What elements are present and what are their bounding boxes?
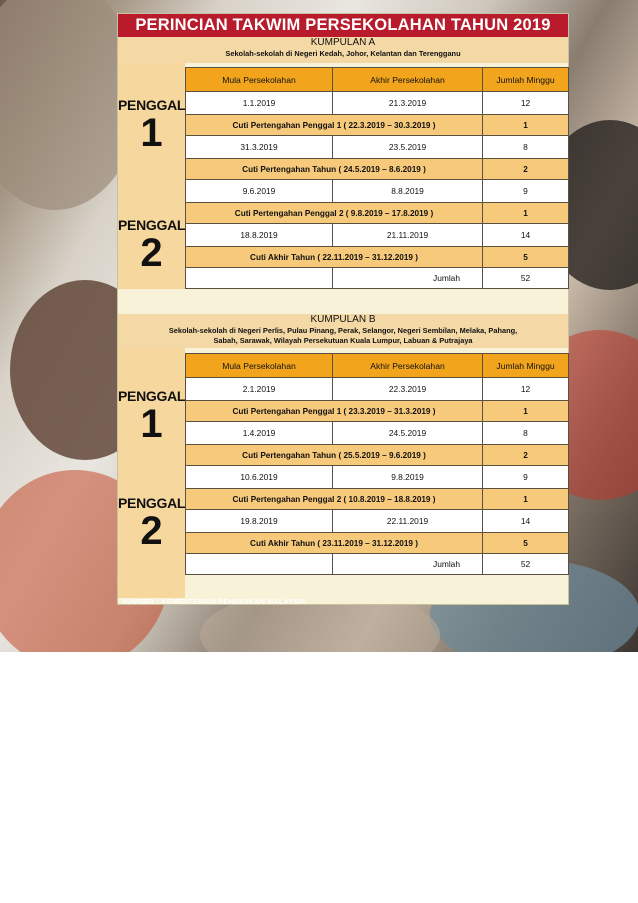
group-b-term-1-label: PENGGAL 1 xyxy=(118,388,186,446)
table-row: 9.6.2019 8.8.2019 9 xyxy=(186,180,569,203)
group-b-header xyxy=(118,314,568,348)
holiday-row: Cuti Akhir Tahun ( 22.11.2019 – 31.12.2019 ) 5 xyxy=(186,247,569,268)
col-weeks-header: Jumlah Minggu xyxy=(483,68,569,92)
holiday-row: Cuti Pertengahan Penggal 2 ( 10.8.2019 – 18.8.2019 ) 1 xyxy=(186,489,569,510)
total-row: Jumlah 52 xyxy=(186,554,569,575)
group-a-states: Sekolah-sekolah di Negeri Kedah, Johor, Kelantan dan Terengganu xyxy=(225,49,461,58)
table-row: 31.3.2019 23.5.2019 8 xyxy=(186,136,569,159)
table-row: 19.8.2019 22.11.2019 14 xyxy=(186,510,569,533)
col-end-header: Akhir Persekolahan xyxy=(333,354,483,378)
holiday-row: Cuti Pertengahan Penggal 1 ( 23.3.2019 – 31.3.2019 ) 1 xyxy=(186,401,569,422)
total-row: Jumlah 52 xyxy=(186,268,569,289)
table-row: 2.1.2019 22.3.2019 12 xyxy=(186,378,569,401)
table-row: 1.4.2019 24.5.2019 8 xyxy=(186,422,569,445)
group-b-states-line-1: Sekolah-sekolah di Negeri Perlis, Pulau Pinang, Perak, Selangor, Negeri Sembilan, Melaka, Pahang, xyxy=(168,326,518,335)
group-a-term-1-label: PENGGAL 1 xyxy=(118,97,186,155)
col-start-header: Mula Persekolahan xyxy=(186,68,333,92)
page-title: PERINCIAN TAKWIM PERSEKOLAHAN TAHUN 2019 xyxy=(118,14,568,37)
holiday-row: Cuti Pertengahan Penggal 1 ( 22.3.2019 – 30.3.2019 ) 1 xyxy=(186,115,569,136)
table-row: 18.8.2019 21.11.2019 14 xyxy=(186,224,569,247)
col-weeks-header: Jumlah Minggu xyxy=(483,354,569,378)
table-row: 10.6.2019 9.8.2019 9 xyxy=(186,466,569,489)
holiday-row: Cuti Pertengahan Tahun ( 24.5.2019 – 8.6.2019 ) 2 xyxy=(186,159,569,180)
group-a-title: KUMPULAN A xyxy=(310,37,376,48)
group-b-states-line-2: Sabah, Sarawak, Wilayah Persekutuan Kuala Lumpur, Labuan & Putrajaya xyxy=(213,336,473,345)
calendar-poster xyxy=(118,14,568,604)
group-b-term-band xyxy=(118,348,185,598)
group-a-table xyxy=(185,67,569,289)
group-b-table xyxy=(185,353,569,575)
group-b-title: KUMPULAN B xyxy=(310,314,376,325)
holiday-row: Cuti Pertengahan Penggal 2 ( 9.8.2019 – 17.8.2019 ) 1 xyxy=(186,203,569,224)
table-header xyxy=(186,354,569,378)
col-end-header: Akhir Persekolahan xyxy=(333,68,483,92)
holiday-row: Cuti Pertengahan Tahun ( 25.5.2019 – 9.6.2019 ) 2 xyxy=(186,445,569,466)
col-start-header: Mula Persekolahan xyxy=(186,354,333,378)
group-b-term-2-label: PENGGAL 2 xyxy=(118,495,186,553)
table-header xyxy=(186,68,569,92)
group-a-term-2-label: PENGGAL 2 xyxy=(118,217,186,275)
group-a-header xyxy=(118,37,568,63)
table-row: 1.1.2019 21.3.2019 12 xyxy=(186,92,569,115)
source-caption: SUMBER : KEMENTERIAN PENDIDIKAN MALAYSIA xyxy=(122,597,306,606)
holiday-row: Cuti Akhir Tahun ( 23.11.2019 – 31.12.2019 ) 5 xyxy=(186,533,569,554)
